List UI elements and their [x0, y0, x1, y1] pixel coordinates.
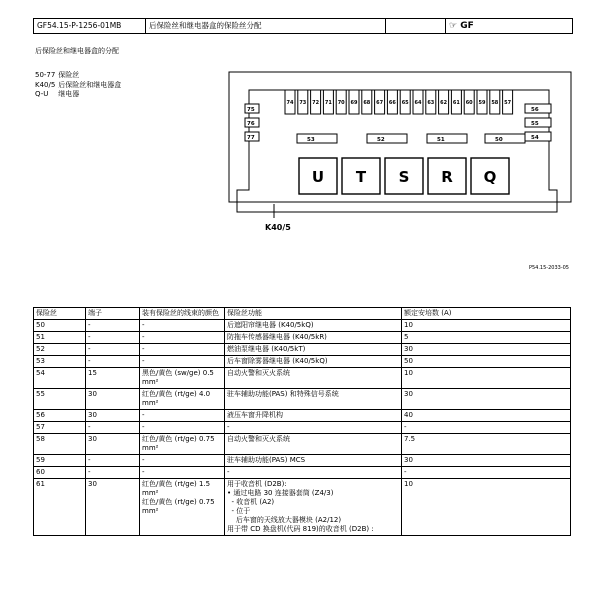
fuse-label: 51 [437, 137, 445, 143]
fuse-label: 68 [363, 100, 371, 106]
fuse-label: 76 [247, 121, 255, 127]
fuse-table [33, 307, 571, 536]
column-header: 端子 [86, 308, 140, 320]
fuse [297, 134, 337, 143]
table-cell: 30 [402, 344, 571, 356]
table-cell: 50 [402, 356, 571, 368]
table-cell: 15 [86, 368, 140, 389]
doc-id: GF54.15-P-1256-01MB [34, 19, 146, 33]
header-ref [446, 19, 572, 33]
table-cell: 液压车窗升降机构 [225, 410, 402, 422]
fuse-label: 62 [440, 100, 448, 106]
fuse-label: 74 [286, 100, 294, 106]
fuse-label: 59 [478, 100, 486, 106]
table-cell: 60 [34, 467, 86, 479]
fuse [367, 134, 407, 143]
table-cell: 51 [34, 332, 86, 344]
header-ref-text: GF [460, 21, 474, 31]
table-cell: - [86, 332, 140, 344]
table-cell: 10 [402, 479, 571, 536]
relay-label: S [398, 168, 410, 186]
table-cell: - [140, 356, 225, 368]
column-header: 额定安培数 (A) [402, 308, 571, 320]
table-cell: 57 [34, 422, 86, 434]
column-header: 装有保险丝的线束的颜色 [140, 308, 225, 320]
header-blank [386, 19, 446, 33]
table-cell: 56 [34, 410, 86, 422]
table-cell: 55 [34, 389, 86, 410]
relay-label: U [311, 168, 325, 186]
table-row [34, 332, 571, 344]
table-cell: 59 [34, 455, 86, 467]
table-cell: 黑色/黄色 (sw/ge) 0.5 mm² [140, 368, 225, 389]
fuse-label: 66 [388, 100, 396, 106]
fuse-label: 56 [531, 107, 539, 113]
table-cell: 5 [402, 332, 571, 344]
pointing-hand-icon: ☞ [449, 21, 458, 31]
column-header: 保险丝功能 [225, 308, 402, 320]
legend-key: 50-77 [35, 71, 56, 79]
legend-item [35, 71, 121, 81]
fuse-label: 70 [337, 100, 345, 106]
fuse-label: 64 [414, 100, 422, 106]
table-cell: - [225, 422, 402, 434]
column-header: 保险丝 [34, 308, 86, 320]
table-cell: 10 [402, 320, 571, 332]
table-cell: 后遮阳帘继电器 (K40/5kQ) [225, 320, 402, 332]
fuse-label: 55 [531, 121, 539, 127]
fuse-label: 60 [465, 100, 473, 106]
table-cell: 30 [86, 479, 140, 536]
table-row [34, 479, 571, 536]
fuse-label: 57 [504, 100, 512, 106]
fuse-label: 54 [531, 135, 539, 141]
table-row [34, 320, 571, 332]
table-row [34, 455, 571, 467]
relay-label: Q [483, 168, 497, 186]
fuse-label: 52 [377, 137, 385, 143]
table-cell: 30 [402, 389, 571, 410]
table-cell: - [402, 422, 571, 434]
table-cell: - [86, 356, 140, 368]
table-cell: - [86, 455, 140, 467]
table-cell: 自动火警和灭火系统 [225, 434, 402, 455]
doc-title: 后保险丝和继电器盒的保险丝分配 [146, 19, 386, 33]
fuse-label: 50 [495, 137, 503, 143]
table-cell: 40 [402, 410, 571, 422]
legend-item [35, 90, 121, 100]
table-cell: - [86, 422, 140, 434]
table-cell: 50 [34, 320, 86, 332]
document-header [33, 18, 573, 34]
table-cell: 30 [86, 389, 140, 410]
table-cell: - [402, 467, 571, 479]
figure-reference: P54.15-2033-05 [528, 265, 569, 271]
legend-value: 继电器 [58, 90, 80, 98]
table-cell: 驻车辅助功能(PAS) MCS [225, 455, 402, 467]
fuse-label: 75 [247, 107, 255, 113]
table-cell: 30 [86, 434, 140, 455]
fuse-label: 71 [324, 100, 332, 106]
legend-key: Q-U [35, 90, 49, 98]
fuse-label: 77 [247, 135, 255, 141]
table-cell: - [140, 332, 225, 344]
table-row [34, 344, 571, 356]
table-cell: - [140, 410, 225, 422]
table-cell: 用于收音机 (D2B): • 通过电路 30 连接器套筒 (Z4/3) - 收音机 (A2) - 位于 后车窗的天线放大器模块 (A2/12) 用于带 CD 换盘机(代码 819)的收音机 (D2B) : [225, 479, 402, 536]
legend-item [35, 81, 121, 91]
fuse [485, 134, 525, 143]
table-cell: - [140, 320, 225, 332]
table-cell: 30 [402, 455, 571, 467]
table-cell: 58 [34, 434, 86, 455]
table-cell: - [86, 467, 140, 479]
table-cell: 后车窗除雾器继电器 (K40/5kQ) [225, 356, 402, 368]
table-cell: 54 [34, 368, 86, 389]
table-cell: 7.5 [402, 434, 571, 455]
table-cell: - [140, 467, 225, 479]
table-row [34, 467, 571, 479]
table-row [34, 434, 571, 455]
fuse-label: 73 [299, 100, 307, 106]
table-cell: 红色/黄色 (rt/ge) 4.0 mm² [140, 389, 225, 410]
table-cell: 防拖车传感器继电器 (K40/5kR) [225, 332, 402, 344]
table-row [34, 389, 571, 410]
table-cell: 自动火警和灭火系统 [225, 368, 402, 389]
table-cell: 30 [86, 410, 140, 422]
fuse-label: 69 [350, 100, 358, 106]
fuse-label: 67 [376, 100, 384, 106]
fuse-label: 53 [307, 137, 315, 143]
fuse-label: 61 [452, 100, 460, 106]
section-subtitle: 后保险丝和继电器盒的分配 [35, 47, 119, 55]
legend [35, 71, 121, 100]
table-header-row [34, 308, 571, 320]
table-cell: 红色/黄色 (rt/ge) 0.75 mm² [140, 434, 225, 455]
fuse-label: 63 [427, 100, 435, 106]
table-cell: 52 [34, 344, 86, 356]
table-row [34, 356, 571, 368]
table-cell: - [225, 467, 402, 479]
box-label: K40/5 [265, 223, 291, 232]
table-row [34, 410, 571, 422]
table-row [34, 422, 571, 434]
fuse-box-diagram [227, 70, 573, 248]
table-cell: - [86, 320, 140, 332]
relay-label: R [441, 168, 453, 186]
relay-label: T [355, 168, 367, 186]
fuse-label: 58 [491, 100, 499, 106]
table-cell: - [86, 344, 140, 356]
table-cell: - [140, 344, 225, 356]
table-cell: 53 [34, 356, 86, 368]
table-cell: 10 [402, 368, 571, 389]
fuse-label: 65 [401, 100, 409, 106]
fuse-label: 72 [312, 100, 320, 106]
table-cell: - [140, 455, 225, 467]
table-cell: 燃油泵继电器 (K40/5kT) [225, 344, 402, 356]
table-cell: 驻车辅助功能(PAS) 和特殊信号系统 [225, 389, 402, 410]
table-cell: 红色/黄色 (rt/ge) 1.5 mm² 红色/黄色 (rt/ge) 0.75 mm² [140, 479, 225, 536]
legend-value: 后保险丝和继电器盒 [58, 80, 122, 89]
legend-value: 保险丝 [58, 71, 80, 79]
fuse [427, 134, 467, 143]
legend-key: K40/5 [35, 80, 56, 89]
table-cell: 61 [34, 479, 86, 536]
table-row [34, 368, 571, 389]
table-cell: - [140, 422, 225, 434]
